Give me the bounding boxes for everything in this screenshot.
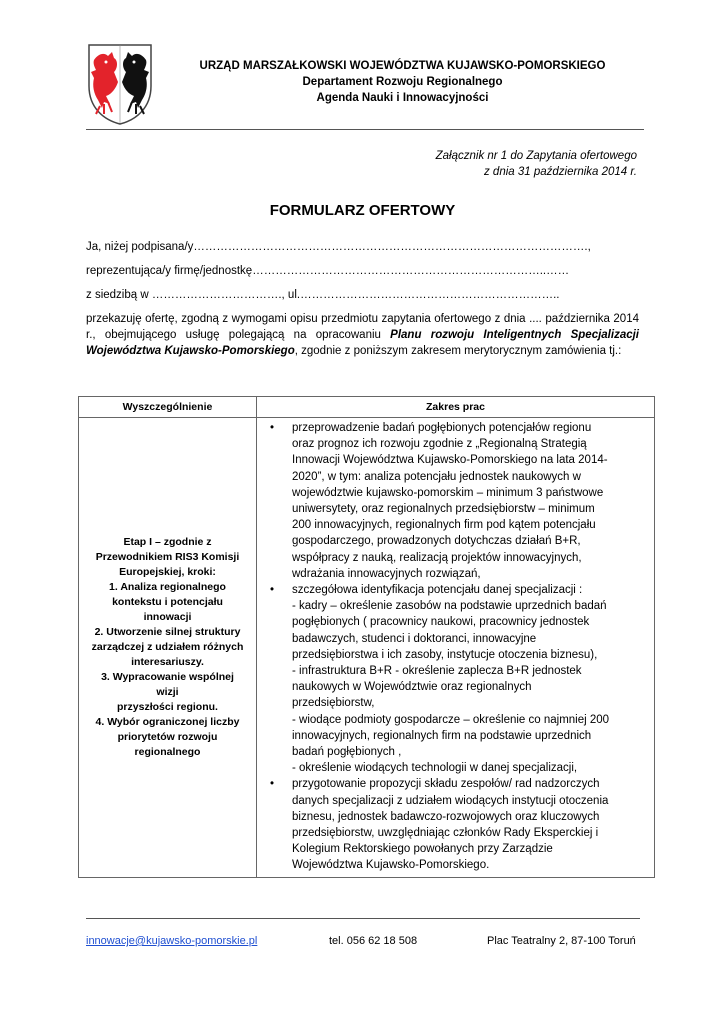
scope-line: 2020”, w tym: analiza potencjału jednostek naukowych w <box>292 470 581 483</box>
agenda-name: Agenda Nauki i Innowacyjności <box>316 92 489 104</box>
annex-line-1: Załącznik nr 1 do Zapytania ofertowego <box>435 150 637 162</box>
stage-line: priorytetów rozwoju <box>117 730 218 743</box>
scope-line: Województwa Kujawsko-Pomorskiego. <box>292 859 490 872</box>
bullet-icon: • <box>270 778 275 791</box>
scope-line: danych specjalizacji z udziałem wiodących instytucji otoczenia <box>292 794 609 807</box>
stage-line: Etap I – zgodnie z <box>123 535 212 548</box>
scope-line: przeprowadzenie badań pogłębionych potencjałów regionu <box>292 422 592 434</box>
paragraph-text-after: , zgodnie z poniższym zakresem merytorycznym zamówienia tj.: <box>294 345 622 358</box>
stage-line: regionalnego <box>134 745 201 758</box>
scope-line: oraz prognoz ich rozwoju zgodnie z „Regionalną Strategią <box>292 438 587 451</box>
stage-line: przyszłości regionu. <box>117 700 218 713</box>
footer-divider <box>86 918 640 919</box>
scope-line: województwie kujawsko-pomorskim – minimum 3 państwowe <box>292 486 604 499</box>
scope-line: uniwersytety, oraz regionalnych przedsiębiorstw – minimum <box>292 503 595 516</box>
scope-line: szczegółowa identyfikacja potencjału danej specjalizacji : <box>292 584 583 597</box>
table-header-row <box>79 397 655 418</box>
scope-line: Innowacji Województwa Kujawsko-Pomorskiego na lata 2014- <box>292 454 608 467</box>
scope-line: - kadry – określenie zasobów na podstawie uprzednich badań <box>292 600 607 613</box>
paragraph-emphasis: Planu rozwoju Inteligentnych Specjalizacji Województwa Kujawsko-Pomorskiego <box>86 329 639 358</box>
coat-of-arms-logo <box>86 42 154 126</box>
office-name: URZĄD MARSZAŁKOWSKI WOJEWÓDZTWA KUJAWSKO-POMORSKIEGO <box>199 60 606 72</box>
stage-line: Europejskiej, kroki: <box>119 565 216 578</box>
scope-line: 200 innowacyjnych, regionalnych firm pod kątem potencjału <box>292 519 596 532</box>
bullet-icon: • <box>270 422 275 434</box>
header-divider <box>86 129 644 130</box>
stage-line: 1. Analiza regionalnego <box>109 580 226 593</box>
stage-line: Przewodnikiem RIS3 Komisji <box>95 550 240 563</box>
scope-line: wdrażania innowacyjnych rozwiązań, <box>292 567 481 580</box>
stage-line: interesariuszy. <box>131 655 204 668</box>
office-header <box>160 58 645 106</box>
scope-line: Kolegium Rektorskiego powołanych przy Zarządzie <box>292 843 553 856</box>
column-header-scope: Zakres prac <box>257 397 655 418</box>
scope-item <box>257 582 650 776</box>
scope-line: gospodarczego, prowadzonych dotychczas działań B+R, <box>292 535 581 548</box>
stage-line: 3. Wypracowanie wspólnej wizji <box>101 670 234 698</box>
stage-line: kontekstu i potencjału <box>112 595 223 608</box>
scope-line: biznesu, jednostek badawczo-rozwojowych oraz kluczowych <box>292 810 600 823</box>
scope-table <box>78 396 655 878</box>
seat-field[interactable]: z siedzibą w ……………………………., ul.………………………………………………………….. <box>86 289 560 301</box>
stage-line: 2. Utworzenie silnej struktury <box>94 625 241 638</box>
scope-list <box>257 420 650 874</box>
scope-line: przygotowanie propozycji składu zespołów/ rad nadzorczych <box>292 778 600 791</box>
scope-item <box>257 420 650 582</box>
scope-line: naukowych w Województwie oraz regionalnych <box>292 681 532 694</box>
page-title: FORMULARZ OFERTOWY <box>269 202 456 219</box>
scope-line: przedsiębiorstwa i ich zasoby, instytucje otoczenia biznesu), <box>292 648 598 661</box>
annex-note <box>436 148 637 180</box>
paragraph-text-before: przekazuję ofertę, zgodną z wymogami opisu przedmiotu zapytania ofertowego z dnia .... października 2014 r., obejmującego usługę polegającą na opracowaniu <box>86 313 639 342</box>
department-name: Departament Rozwoju Regionalnego <box>302 76 503 88</box>
scope-line: - wiodące podmioty gospodarcze – określenie co najmniej 200 <box>292 713 610 726</box>
signer-field[interactable]: Ja, niżej podpisana/y…………………………………………………………………………………………., <box>86 241 591 253</box>
stage-line: 4. Wybór ograniczonej liczby <box>95 715 240 728</box>
scope-line: innowacyjnych, regionalnych firm na podstawie uprzednich <box>292 729 592 742</box>
scope-line: przedsiębiorstw, <box>292 697 375 710</box>
stage-line: zarządczej z udziałem różnych <box>91 640 244 653</box>
stage-line: innowacji <box>143 610 192 623</box>
company-field[interactable]: reprezentująca/y firmę/jednostkę…………………………………………………………………..…… <box>86 265 570 277</box>
stage-cell <box>79 418 257 878</box>
scope-line: badań pogłębionych , <box>292 746 402 759</box>
column-header-specification: Wyszczególnienie <box>79 397 257 418</box>
scope-line: - określenie wiodących technologii w danej specjalizacji, <box>292 762 578 775</box>
table-row <box>79 418 655 878</box>
annex-line-2: z dnia 31 października 2014 r. <box>483 166 637 178</box>
footer-address: Plac Teatralny 2, 87-100 Toruń <box>487 935 636 947</box>
scope-line: przedsiębiorstw, uwzględniając członków Rady Eksperckiej i <box>292 827 599 840</box>
scope-item <box>257 776 650 873</box>
footer-email-link[interactable]: innowacje@kujawsko-pomorskie.pl <box>86 935 258 947</box>
scope-line: współpracy z nauką, realizacją projektów innowacyjnych, <box>292 551 582 564</box>
scope-line: badawczych, studenci i doktoranci, innowacyjne <box>292 632 537 645</box>
offer-paragraph <box>86 311 639 360</box>
scope-line: - infrastruktura B+R - określenie zaplecza B+R jednostek <box>292 665 582 678</box>
footer-phone: tel. 056 62 18 508 <box>329 935 418 947</box>
scope-line: pogłębionych ( pracownicy naukowi, pracownicy jednostek <box>292 616 590 629</box>
scope-cell <box>257 418 655 878</box>
bullet-icon: • <box>270 584 275 597</box>
